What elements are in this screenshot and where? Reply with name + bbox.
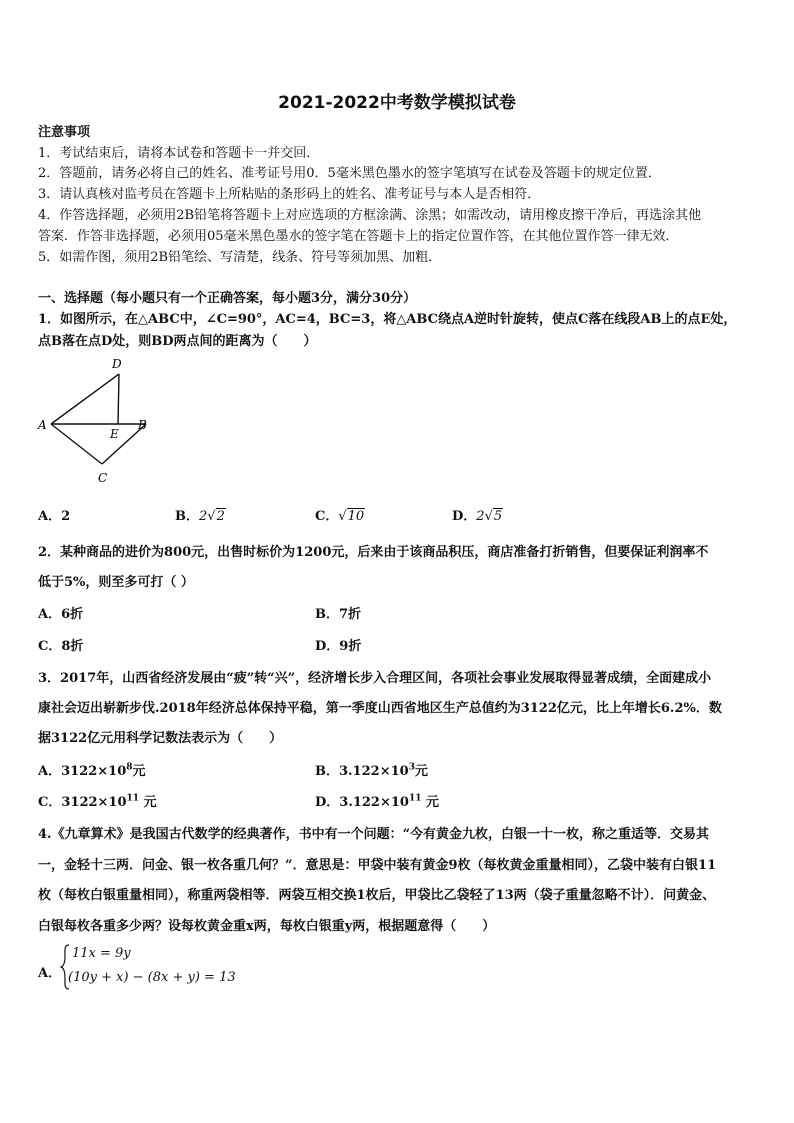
notice-item: 答案．作答非选择题，必须用05毫米黑色墨水的签字笔在答题卡上的指定位置作答，在其他位置作答一律无效． — [38, 229, 679, 244]
q2-option-d: D．9折 — [315, 639, 362, 654]
q4-option-a-label: A． — [38, 966, 62, 981]
notice-heading: 注意事项 — [38, 125, 91, 140]
notice-item: 4．作答选择题，必须用2B铅笔将答题卡上对应选项的方框涂满、涂黑；如需改动，请用橡皮擦干净后，再选涂其他 — [38, 208, 702, 223]
question-1-line: 点B落在点D处，则BD两点间的距离为（ ） — [38, 334, 317, 349]
question-1-line: 1．如图所示，在△ABC中，∠C=90°，AC=4，BC=3，将△ABC绕点A逆时针旋转，使点C落在线段AB上的点E处， — [38, 312, 737, 327]
segment-ad — [51, 374, 119, 424]
q1-option-a: A．2 — [38, 509, 71, 524]
q2-option-a: A．6折 — [38, 607, 84, 622]
notice-item: 1．考试结束后，请将本试卷和答题卡一并交回． — [38, 146, 320, 161]
q3-option-b: B．$3.122\times 10^3$元 — [315, 762, 428, 779]
q3-option-d: D．$3.122\times 10^{11}$ 元 — [315, 793, 440, 810]
equation-1: 11x = 9y — [72, 946, 131, 961]
question-2-line: 2．某种商品的进价为800元，出售时标价为1200元，后来由于该商品积压，商店准备打折销售，但要保证利润率不 — [38, 545, 709, 560]
q3-option-c: C．$3122\times 10^{11}$ 元 — [38, 793, 157, 810]
label-d: D — [112, 357, 122, 371]
question-4-line: 4.《九章算术》是我国古代数学的经典著作，书中有一个问题：“今有黄金九枚，白银一十一枚，称之重适等．交易其 — [38, 827, 710, 842]
notice-item: 5．如需作图，须用2B铅笔绘、写清楚，线条、符号等须加黑、加粗． — [38, 250, 442, 265]
question-4-line: 一，金轻十三两．问金、银一枚各重几何？”．意思是：甲袋中装有黄金9枚（每枚黄金重量相同），乙袋中装有白银11 — [38, 858, 717, 873]
label-c: C — [98, 471, 108, 485]
label-e: E — [110, 427, 119, 441]
label-b: B — [138, 418, 147, 432]
section-heading: 一、选择题（每小题只有一个正确答案，每小题3分，满分30分） — [38, 291, 417, 306]
question-4-line: 白银每枚各重多少两？设每枚黄金重x两，每枚白银重y两，根据题意得（ ） — [38, 919, 496, 934]
q3-option-a: A．$3122\times 10^8$元 — [38, 762, 146, 779]
q1-option-b: B．2√2 — [175, 509, 225, 524]
label-a: A — [38, 418, 47, 432]
notice-item: 3．请认真核对监考员在答题卡上所粘贴的条形码上的姓名、准考证号与本人是否相符． — [38, 187, 541, 202]
q1-option-d: D．2√5 — [452, 509, 503, 524]
q2-option-c: C．8折 — [38, 639, 84, 654]
question-3-line: 3．2017年，山西省经济发展由“疲”转“兴”，经济增长步入合理区间，各项社会事业发展取得显著成绩，全面建成小 — [38, 671, 712, 686]
question-4-line: 枚（每枚白银重量相同），称重两袋相等．两袋互相交换1枚后，甲袋比乙袋轻了13两（袋子重量忽略不计）．问黄金、 — [38, 888, 716, 903]
notice-item: 2．答题前，请务必将自己的姓名、准考证号用0．5毫米黑色墨水的签字笔填写在试卷及答题卡的规定位置． — [38, 166, 661, 181]
q2-option-b: B．7折 — [315, 607, 362, 622]
triangle-figure — [36, 352, 166, 488]
question-2-line: 低于5%，则至多可打（ ） — [38, 575, 194, 590]
question-3-line: 据3122亿元用科学记数法表示为（ ） — [38, 731, 283, 746]
segment-de — [118, 374, 119, 424]
q1-option-c: C．√10 — [315, 509, 365, 524]
equation-2: (10y + x) − (8x + y) = 13 — [68, 970, 236, 985]
question-3-line: 康社会迈出崭新步伐.2018年经济总体保持平稳，第一季度山西省地区生产总值约为3122亿元，比上年增长6.2%．数 — [38, 701, 722, 716]
page-title: 2021-2022中考数学模拟试卷 — [278, 93, 516, 113]
segment-ac — [51, 424, 102, 464]
